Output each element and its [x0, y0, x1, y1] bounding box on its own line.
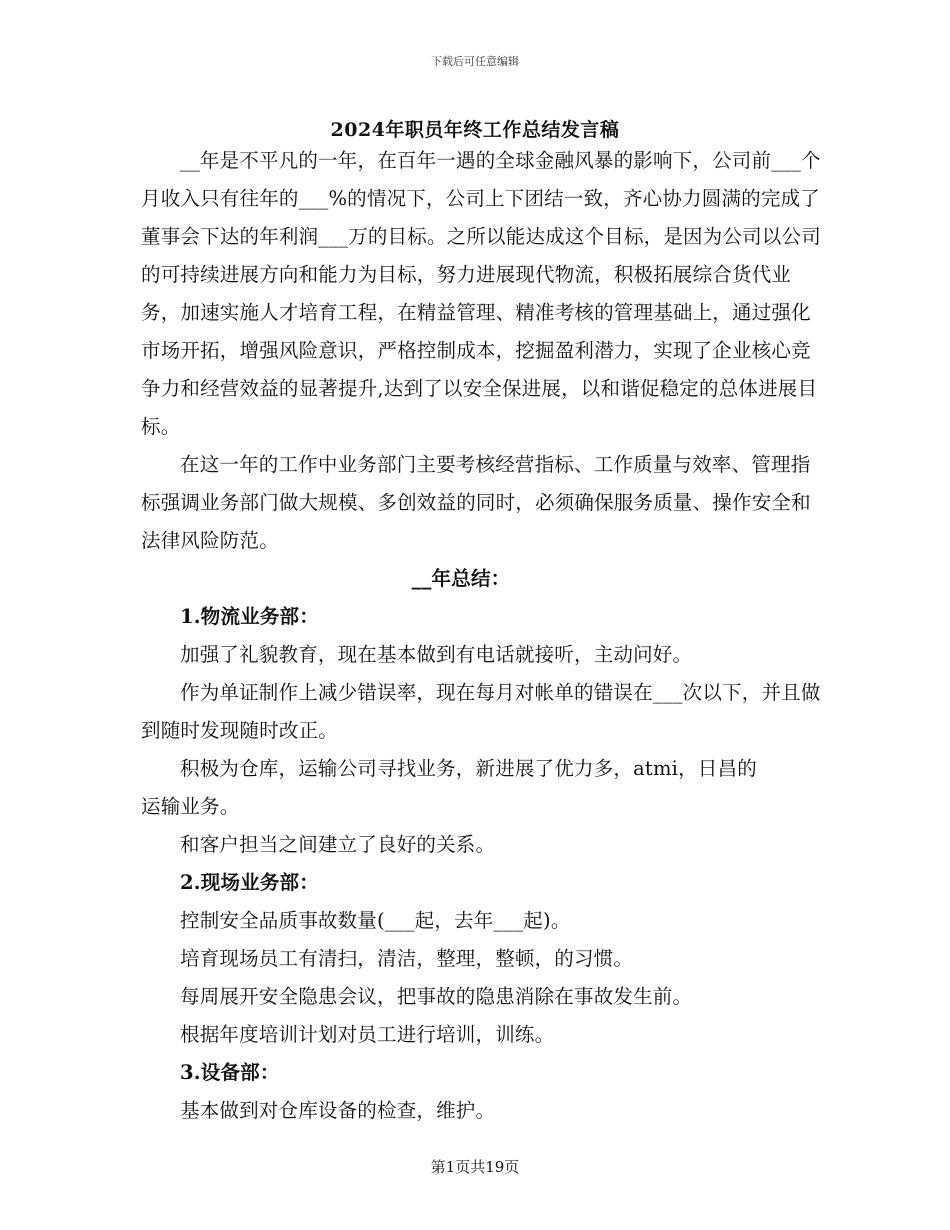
list-item: 每周展开安全隐患会议，把事故的隐患消除在事故发生前。	[180, 985, 693, 1008]
section-heading-logistics: 1.物流业务部：	[180, 605, 319, 628]
section-heading-onsite: 2.现场业务部：	[180, 871, 319, 894]
list-item: 作为单证制作上减少错误率，现在每月对帐单的错误在___次以下，并且做到随时发现随时改正。	[141, 681, 821, 742]
section-heading-equipment: 3.设备部：	[180, 1061, 280, 1084]
list-item: 加强了礼貌教育，现在基本做到有电话就接听，主动问好。	[180, 643, 693, 666]
list-item: 和客户担当之间建立了良好的关系。	[180, 833, 496, 856]
list-item: 积极为仓库，运输公司寻找业务，新进展了优力多，atmi，日昌的运输业务。	[141, 757, 757, 818]
document-body	[141, 142, 821, 1130]
list-item: 控制安全品质事故数量(___起，去年___起)。	[180, 909, 571, 932]
list-item: 培育现场员工有清扫，清洁，整理，整顿，的习惯。	[180, 947, 634, 970]
list-item: 基本做到对仓库设备的检查，维护。	[180, 1099, 496, 1122]
header-note: 下载后可任意编辑	[431, 55, 519, 68]
summary-heading: __年总结：	[411, 567, 511, 590]
intro-paragraph-2: 在这一年的工作中业务部门主要考核经营指标、工作质量与效率、管理指标强调业务部门做大规模、多创效益的同时，必须确保服务质量、操作安全和法律风险防范。	[141, 453, 811, 552]
page-number-footer: 第1页共19页	[430, 1158, 520, 1176]
document-title: 2024年职员年终工作总结发言稿	[330, 119, 620, 141]
list-item: 根据年度培训计划对员工进行培训，训练。	[180, 1023, 555, 1046]
intro-paragraph-1: __年是不平凡的一年，在百年一遇的全球金融风暴的影响下，公司前___个月收入只有往年的___%的情况下，公司上下团结一致，齐心协力圆满的完成了董事会下达的年利润___万的目标。之所以能达成这个目标，是因为公司以公司的可持续进展方向和能力为目标，努力进展现代物流，积极拓展综合货代业务，加速实施人才培育工程，在精益管理、精准考核的管理基础上，通过强化市场开拓，增强风险意识，严格控制成本，挖掘盈利潜力，实现了企业核心竞争力和经营效益的显著提升,达到了以安全保进展，以和谐促稳定的总体进展目标。	[141, 149, 821, 438]
